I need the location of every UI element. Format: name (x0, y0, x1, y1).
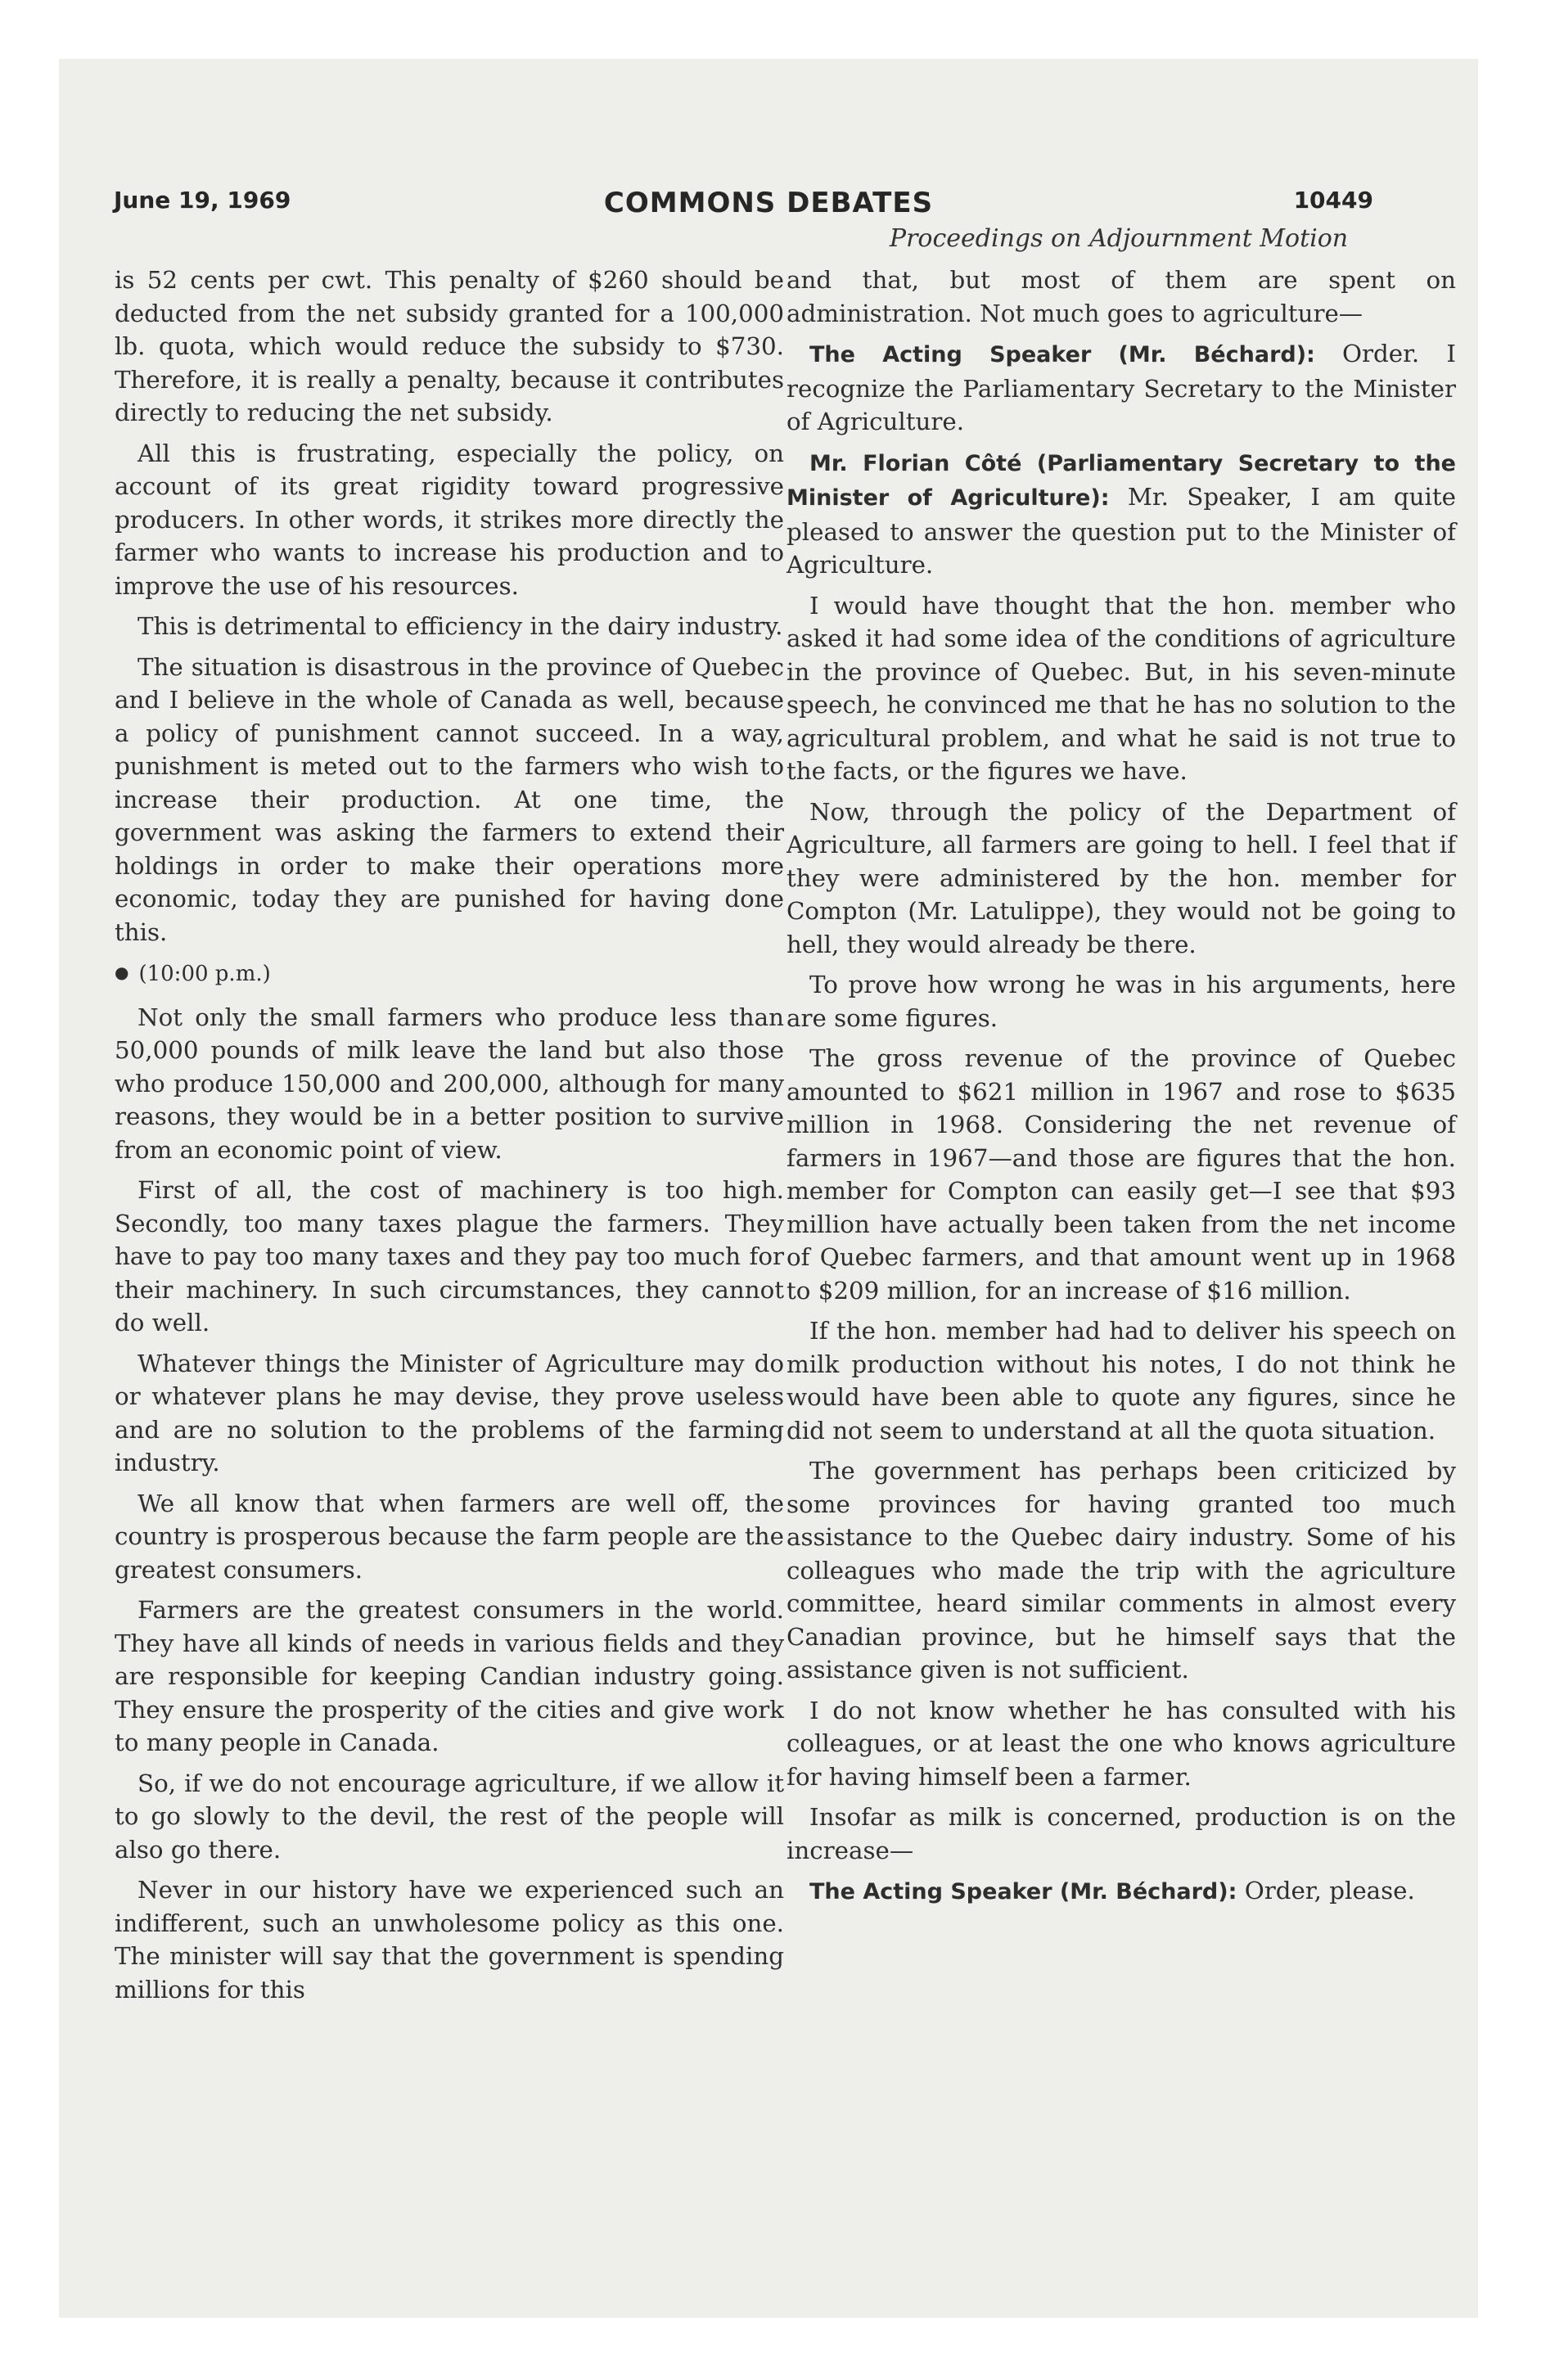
paragraph: Whatever things the Minister of Agriculture may do or whatever plans he may devise, they prove useless and are no solution to the problems of the farming industry. (115, 1349, 784, 1476)
speaker-name: The Acting Speaker (Mr. Béchard): (809, 342, 1315, 367)
time-stamp: (10:00 p.m.) (138, 962, 271, 986)
time-marker (115, 956, 784, 991)
paragraph: The government has perhaps been criticized by some provinces for having granted too much assistance to the Quebec dairy industry. Some of his colleagues who made the trip with the agriculture committee, heard similar comments in almost every Canadian province, but he himself says that the assistance given is not sufficient. (787, 1457, 1456, 1684)
paragraph: Never in our history have we experienced such an indifferent, such an unwholesome policy as this one. The minister will say that the government is spending millions for this (115, 1876, 784, 2004)
page-sheet (59, 59, 1478, 2318)
paragraph: If the hon. member had had to deliver his speech on milk production without his notes, I do not think he would have been able to quote any figures, since he did not seem to understand at all the quota situation. (787, 1317, 1456, 1445)
speaker-paragraph (787, 1874, 1456, 1909)
paragraph: All this is frustrating, especially the policy, on account of its great rigidity toward progressive producers. In other words, it strikes more directly the farmer who wants to increase his production and to improve the use of his resources. (115, 439, 784, 600)
paragraph: Now, through the policy of the Department of Agriculture, all farmers are going to hell. I feel that if they were administered by the hon. member for Compton (Mr. Latulippe), they would not be going to hell, they would already be there. (787, 797, 1456, 958)
speaker-name: Mr. Florian Côté (Parliamentary Secretary to the Minister of Agriculture): (787, 450, 1456, 511)
paragraph: To prove how wrong he was in his arguments, here are some figures. (787, 971, 1456, 1032)
bullet-icon: ● (115, 962, 129, 982)
right-column (787, 264, 1456, 1917)
speech-text: Order, please. (1237, 1877, 1415, 1904)
paragraph: First of all, the cost of machinery is too high. Secondly, too many taxes plague the farmers. They have to pay too many taxes and they pay too much for their machinery. In such circumstances, they cannot do well. (115, 1176, 784, 1336)
paragraph: The gross revenue of the province of Quebec amounted to $621 million in 1967 and rose to $635 million in 1968. Considering the net revenue of farmers in 1967—and those are figures that the hon. member for Compton can easily get—I see that $93 million have actually been taken from the net income of Quebec farmers, and that amount went up in 1968 to $209 million, for an increase of $16 million. (787, 1044, 1456, 1305)
speaker-paragraph (787, 337, 1456, 439)
page-header (59, 187, 1478, 228)
speech-text: Order. I recognize the Parliamentary Secretary to the Minister of Agriculture. (787, 340, 1456, 435)
paragraph: We all know that when farmers are well off, the country is prosperous because the farm people are the greatest consumers. (115, 1489, 784, 1584)
left-column (115, 264, 784, 2013)
paragraph: The situation is disastrous in the province of Quebec and I believe in the whole of Canada as well, because a policy of punishment cannot succeed. In a way, punishment is meted out to the farmers who wish to increase their production. At one time, the government was asking the farmers to extend their holdings in order to make their operations more economic, today they are punished for having done this. (115, 652, 784, 946)
paragraph: Not only the small farmers who produce less than 50,000 pounds of milk leave the land but also those who produce 150,000 and 200,000, although for many reasons, they would be in a better position to survive from an economic point of view. (115, 1003, 784, 1164)
paragraph: Insofar as milk is concerned, production is on the increase— (787, 1803, 1456, 1864)
speaker-paragraph (787, 446, 1456, 582)
paragraph: Farmers are the greatest consumers in the world. They have all kinds of needs in various fields and they are responsible for keeping Candian industry going. They ensure the prosperity of the cities and give work to many people in Canada. (115, 1596, 784, 1756)
page-number: 10449 (1293, 187, 1373, 214)
paragraph: is 52 cents per cwt. This penalty of $260 should be deducted from the net subsidy granted for a 100,000 lb. quota, which would reduce the subsidy to $730. Therefore, it is really a penalty, because it contributes directly to reducing the net subsidy. (115, 266, 784, 426)
header-date: June 19, 1969 (114, 187, 291, 214)
header-title: COMMONS DEBATES (603, 187, 934, 219)
paragraph: This is detrimental to efficiency in the dairy industry. (137, 612, 783, 640)
paragraph: I would have thought that the hon. member who asked it had some idea of the conditions of agriculture in the province of Quebec. But, in his seven-minute speech, he convinced me that he has no solution to the agricultural problem, and what he said is not true to the facts, or the figures we have. (787, 591, 1456, 785)
paragraph: I do not know whether he has consulted with his colleagues, or at least the one who knows agriculture for having himself been a farmer. (787, 1696, 1456, 1791)
paragraph: and that, but most of them are spent on administration. Not much goes to agriculture— (787, 266, 1456, 327)
speaker-name: The Acting Speaker (Mr. Béchard): (809, 1879, 1237, 1904)
paragraph: So, if we do not encourage agriculture, if we allow it to go slowly to the devil, the rest of the people will also go there. (115, 1769, 784, 1864)
section-heading: Proceedings on Adjournment Motion (889, 224, 1349, 253)
speech-text: Mr. Speaker, I am quite pleased to answer the question put to the Minister of Agriculture. (787, 483, 1457, 579)
